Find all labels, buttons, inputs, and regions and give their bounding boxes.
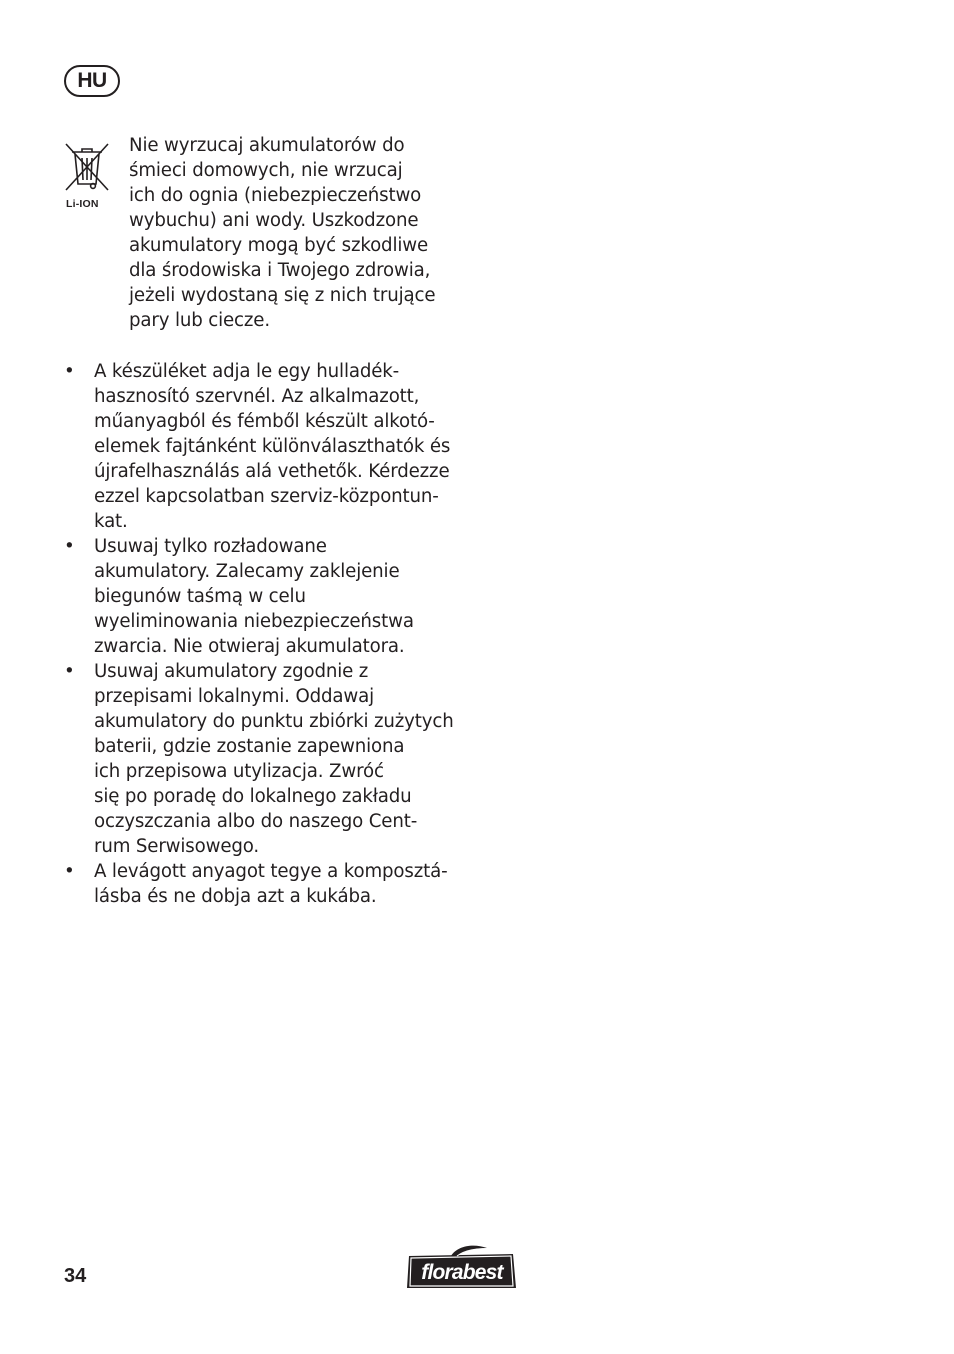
page-number: 34 <box>64 1265 87 1287</box>
bullet-icon: • <box>64 661 75 682</box>
warning-text: Nie wyrzucaj akumulatorów do śmieci domowych, nie wrzucaj ich do ognia (niebezpieczeństwo wybuchu) ani wody. Uszkodzone akumulatory mogą być szkodliwe dla środowiska i Twojego zdrowia, jeżeli wydostaną się z nich trujące pary lub ciecze. <box>129 135 436 331</box>
logo-wordmark: florabest <box>421 1261 503 1284</box>
bullet-icon: • <box>64 536 75 557</box>
list-item-text: Usuwaj tylko rozładowane akumulatory. Zalecamy zaklejenie biegunów taśmą w celu wyeliminowania niebezpieczeństwa zwarcia. Nie otwieraj akumulatora. <box>94 536 414 657</box>
list-item <box>62 859 454 909</box>
list-item-text: A készüléket adja le egy hulladék- hasznosító szervnél. Az alkalmazott, műanyagból és fémből készült alkotó- elemek fajtánként különválaszthatók és újrafelhasználás alá vethetők. Kérdezze ezzel kapcsolatban szerviz-központun- kat. <box>94 361 451 532</box>
li-ion-label: Li-ION <box>66 198 99 210</box>
list-item <box>62 534 454 659</box>
florabest-logo <box>405 1244 519 1290</box>
language-badge: HU <box>64 65 120 97</box>
list-item <box>62 659 454 859</box>
list-item <box>62 359 454 534</box>
disposal-instructions-list <box>62 359 454 909</box>
bullet-icon: • <box>64 861 75 882</box>
crossed-out-bin-icon <box>62 138 114 214</box>
list-item-text: Usuwaj akumulatory zgodnie z przepisami lokalnymi. Oddawaj akumulatory do punktu zbiórki zużytych baterii, gdzie zostanie zapewniona ich przepisowa utylizacja. Zwróć się po poradę do lokalnego zakładu oczyszczania albo do naszego Cent- rum Serwisowego. <box>94 661 454 857</box>
list-item-text: A levágott anyagot tegye a komposztá- lásba és ne dobja azt a kukába. <box>94 861 448 907</box>
bullet-icon: • <box>64 361 75 382</box>
